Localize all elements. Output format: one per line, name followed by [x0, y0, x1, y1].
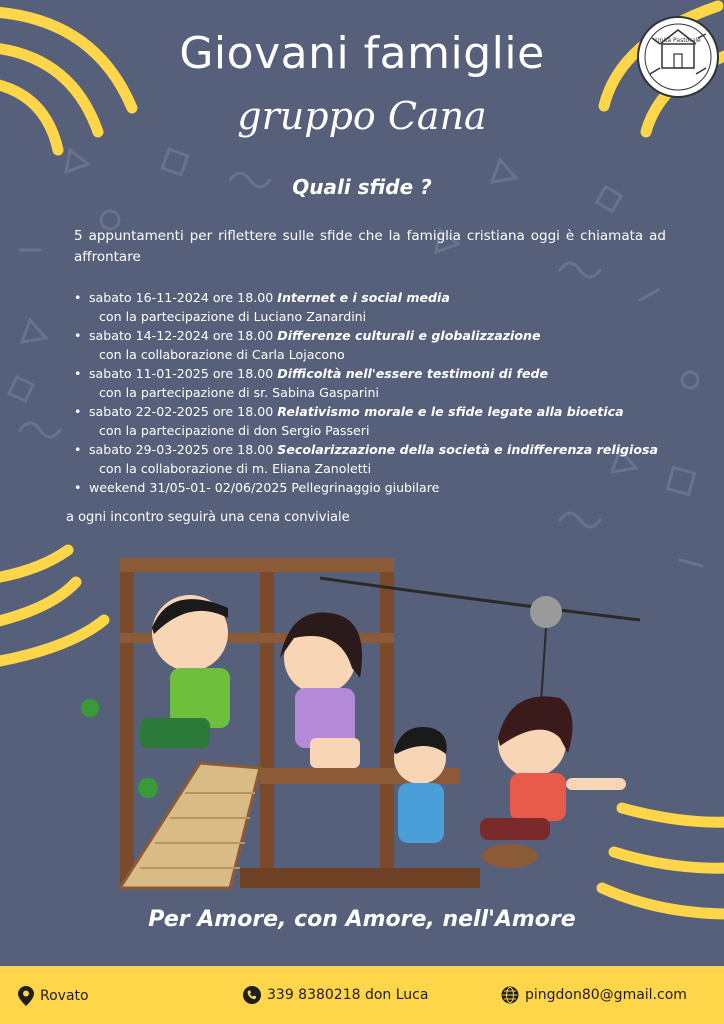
email-text[interactable]: pingdon80@gmail.com — [525, 987, 687, 1003]
footer-bar — [0, 966, 724, 1024]
children-playground-illustration — [80, 538, 650, 898]
event-topic: Difficoltà nell'essere testimoni di fede — [277, 366, 549, 381]
event-date: sabato 22-02-2025 ore 18.00 — [89, 404, 274, 419]
event-guest: con la partecipazione di sr. Sabina Gasparini — [99, 385, 379, 400]
logo-text: Unità Pastorale — [655, 37, 701, 44]
phone-icon — [243, 986, 261, 1004]
weekend-text: weekend 31/05-01- 02/06/2025 Pellegrinaggio giubilare — [89, 480, 440, 495]
phone-text[interactable]: 339 8380218 don Luca — [267, 987, 429, 1003]
page-title: Giovani famiglie — [179, 28, 545, 79]
location-text: Rovato — [40, 988, 89, 1004]
event-item — [72, 402, 692, 440]
event-date: sabato 16-11-2024 ore 18.00 — [89, 290, 274, 305]
event-date: sabato 14-12-2024 ore 18.00 — [89, 328, 274, 343]
dinner-note: a ogni incontro seguirà una cena conviviale — [66, 510, 350, 525]
event-topic: Relativismo morale e le sfide legate alla bioetica — [277, 404, 624, 419]
event-item — [72, 364, 692, 402]
question-heading: Quali sfide ? — [292, 175, 432, 199]
event-item — [72, 326, 692, 364]
event-guest: con la collaborazione di m. Eliana Zanoletti — [99, 461, 372, 476]
events-list — [72, 288, 692, 497]
event-item-weekend — [72, 478, 692, 497]
event-date: sabato 11-01-2025 ore 18.00 — [89, 366, 274, 381]
event-item — [72, 440, 692, 478]
event-guest: con la partecipazione di don Sergio Passeri — [99, 423, 370, 438]
event-guest: con la collaborazione di Carla Lojacono — [99, 347, 345, 362]
footer-location — [18, 986, 89, 1006]
footer-email[interactable] — [501, 986, 687, 1004]
globe-icon — [501, 986, 519, 1004]
event-item — [72, 288, 692, 326]
footer-phone[interactable] — [243, 986, 428, 1004]
event-topic: Differenze culturali e globalizzazione — [277, 328, 541, 343]
event-topic: Secolarizzazione della società e indifferenza religiosa — [277, 442, 658, 457]
event-date: sabato 29-03-2025 ore 18.00 — [89, 442, 274, 457]
event-guest: con la partecipazione di Luciano Zanardini — [99, 309, 367, 324]
motto: Per Amore, con Amore, nell'Amore — [148, 907, 576, 932]
event-topic: Internet e i social media — [277, 290, 450, 305]
map-pin-icon — [18, 986, 34, 1006]
intro-text: 5 appuntamenti per riflettere sulle sfide che la famiglia cristiana oggi è chiamata ad affrontare — [74, 228, 666, 265]
page-subtitle: gruppo Cana — [237, 94, 487, 138]
